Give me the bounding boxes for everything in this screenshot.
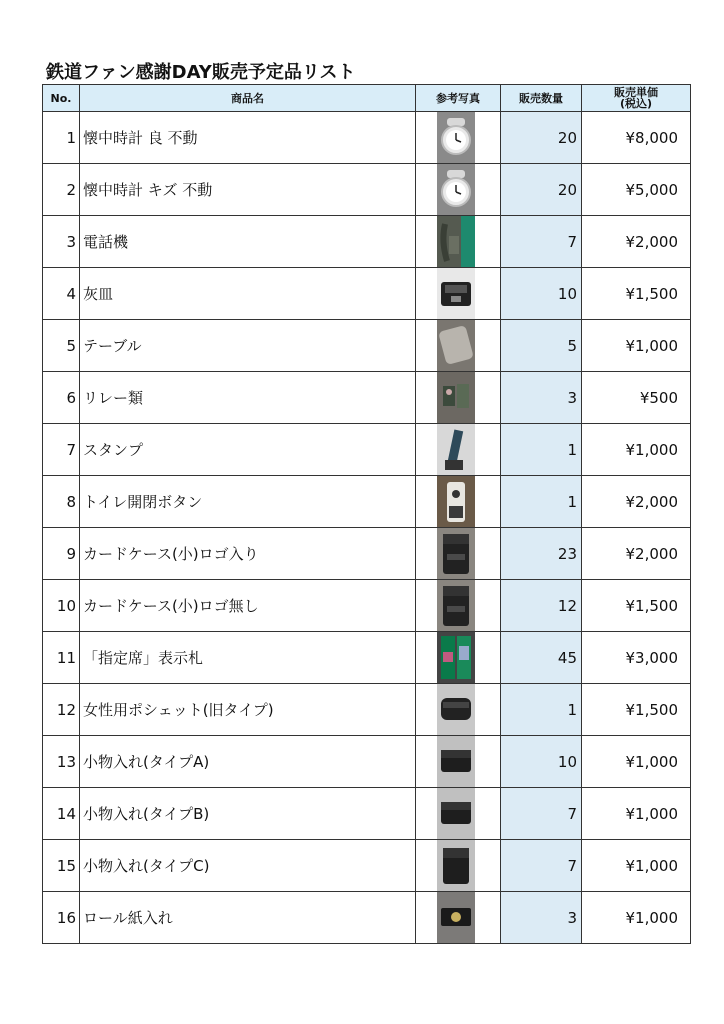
table-icon <box>437 320 475 371</box>
item-price: ¥1,000 <box>582 736 691 788</box>
product-table <box>42 84 691 944</box>
item-qty: 7 <box>501 840 582 892</box>
item-photo-cell <box>416 268 501 320</box>
item-name: 電話機 <box>80 216 416 268</box>
item-no: 1 <box>43 112 80 164</box>
item-name: 小物入れ(タイプB) <box>80 788 416 840</box>
table-row <box>43 112 691 164</box>
item-price: ¥1,000 <box>582 320 691 372</box>
item-no: 16 <box>43 892 80 944</box>
table-row <box>43 216 691 268</box>
item-qty: 7 <box>501 788 582 840</box>
table-row <box>43 684 691 736</box>
pouch-tall-icon <box>437 840 475 891</box>
item-price: ¥2,000 <box>582 476 691 528</box>
pouch-icon <box>437 736 475 787</box>
table-row <box>43 528 691 580</box>
item-qty: 1 <box>501 476 582 528</box>
table-header-row <box>43 85 691 112</box>
item-no: 6 <box>43 372 80 424</box>
header-name: 商品名 <box>80 85 416 112</box>
item-price: ¥1,000 <box>582 788 691 840</box>
table-row <box>43 424 691 476</box>
item-name: 灰皿 <box>80 268 416 320</box>
table-row <box>43 164 691 216</box>
item-no: 9 <box>43 528 80 580</box>
table-row <box>43 268 691 320</box>
item-name: スタンプ <box>80 424 416 476</box>
item-photo-cell <box>416 632 501 684</box>
item-qty: 7 <box>501 216 582 268</box>
item-photo-cell <box>416 788 501 840</box>
header-price <box>582 85 691 112</box>
table-row <box>43 736 691 788</box>
card-case-icon <box>437 528 475 579</box>
item-price: ¥5,000 <box>582 164 691 216</box>
item-photo-cell <box>416 112 501 164</box>
table-row <box>43 320 691 372</box>
item-qty: 5 <box>501 320 582 372</box>
item-price: ¥1,500 <box>582 580 691 632</box>
item-qty: 23 <box>501 528 582 580</box>
item-price: ¥1,500 <box>582 268 691 320</box>
pouch-icon <box>437 788 475 839</box>
stamp-icon <box>437 424 475 475</box>
item-price: ¥8,000 <box>582 112 691 164</box>
table-row <box>43 476 691 528</box>
item-photo-cell <box>416 424 501 476</box>
item-no: 13 <box>43 736 80 788</box>
header-price-line2: (税込) <box>619 97 653 110</box>
item-qty: 10 <box>501 268 582 320</box>
item-no: 4 <box>43 268 80 320</box>
reserved-seat-sign-icon <box>437 632 475 683</box>
item-photo-cell <box>416 372 501 424</box>
item-name: リレー類 <box>80 372 416 424</box>
item-name: ロール紙入れ <box>80 892 416 944</box>
page-title: 鉄道ファン感謝DAY販売予定品リスト <box>46 62 356 83</box>
header-no: No. <box>43 85 80 112</box>
item-qty: 20 <box>501 164 582 216</box>
header-qty: 販売数量 <box>501 85 582 112</box>
item-name: 「指定席」表示札 <box>80 632 416 684</box>
item-price: ¥2,000 <box>582 216 691 268</box>
table-row <box>43 840 691 892</box>
item-name: カードケース(小)ロゴ無し <box>80 580 416 632</box>
table-row <box>43 892 691 944</box>
item-name: 懐中時計 良 不動 <box>80 112 416 164</box>
item-qty: 45 <box>501 632 582 684</box>
relay-icon <box>437 372 475 423</box>
item-no: 3 <box>43 216 80 268</box>
item-name: 懐中時計 キズ 不動 <box>80 164 416 216</box>
table-row <box>43 580 691 632</box>
toilet-button-icon <box>437 476 475 527</box>
item-name: 女性用ポシェット(旧タイプ) <box>80 684 416 736</box>
header-photo: 参考写真 <box>416 85 501 112</box>
item-photo-cell <box>416 320 501 372</box>
item-name: 小物入れ(タイプA) <box>80 736 416 788</box>
item-no: 11 <box>43 632 80 684</box>
item-price: ¥2,000 <box>582 528 691 580</box>
item-no: 15 <box>43 840 80 892</box>
pocket-watch-icon <box>437 112 475 163</box>
item-no: 5 <box>43 320 80 372</box>
item-no: 10 <box>43 580 80 632</box>
item-price: ¥1,500 <box>582 684 691 736</box>
item-qty: 12 <box>501 580 582 632</box>
item-qty: 1 <box>501 424 582 476</box>
pocket-watch-icon <box>437 164 475 215</box>
item-photo-cell <box>416 736 501 788</box>
item-name: テーブル <box>80 320 416 372</box>
item-photo-cell <box>416 528 501 580</box>
item-price: ¥1,000 <box>582 892 691 944</box>
item-qty: 3 <box>501 892 582 944</box>
item-qty: 3 <box>501 372 582 424</box>
card-case-icon <box>437 580 475 631</box>
item-name: カードケース(小)ロゴ入り <box>80 528 416 580</box>
pochette-icon <box>437 684 475 735</box>
item-photo-cell <box>416 580 501 632</box>
item-price: ¥3,000 <box>582 632 691 684</box>
item-qty: 10 <box>501 736 582 788</box>
item-no: 7 <box>43 424 80 476</box>
item-price: ¥1,000 <box>582 424 691 476</box>
table-row <box>43 372 691 424</box>
item-photo-cell <box>416 476 501 528</box>
item-photo-cell <box>416 216 501 268</box>
item-photo-cell <box>416 164 501 216</box>
item-price: ¥500 <box>582 372 691 424</box>
item-no: 14 <box>43 788 80 840</box>
item-photo-cell <box>416 840 501 892</box>
item-qty: 1 <box>501 684 582 736</box>
item-name: 小物入れ(タイプC) <box>80 840 416 892</box>
roll-paper-case-icon <box>437 892 475 943</box>
telephone-icon <box>437 216 475 267</box>
item-no: 8 <box>43 476 80 528</box>
table-row <box>43 632 691 684</box>
item-no: 12 <box>43 684 80 736</box>
item-name: トイレ開閉ボタン <box>80 476 416 528</box>
item-no: 2 <box>43 164 80 216</box>
item-photo-cell <box>416 684 501 736</box>
item-photo-cell <box>416 892 501 944</box>
item-price: ¥1,000 <box>582 840 691 892</box>
ashtray-icon <box>437 268 475 319</box>
table-row <box>43 788 691 840</box>
item-qty: 20 <box>501 112 582 164</box>
header-price-line1: 販売単価 <box>614 86 658 99</box>
